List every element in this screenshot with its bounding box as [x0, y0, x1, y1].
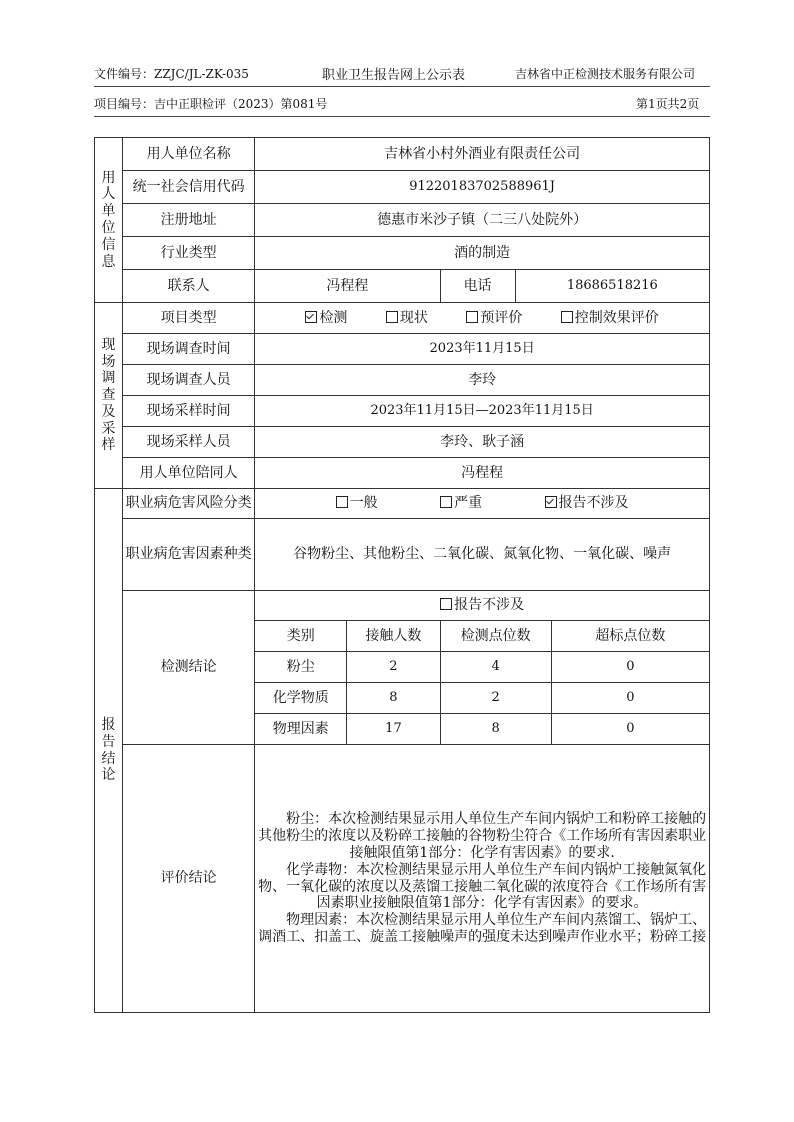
surveyor-label: 现场调查人员	[123, 365, 255, 396]
evaluation-conclusion-label: 评价结论	[123, 745, 255, 1013]
col-header-exceed: 超标点位数	[551, 621, 709, 652]
document-title: 职业卫生报告网上公示表	[322, 68, 466, 83]
survey-time: 2023年11月15日	[255, 334, 710, 365]
cell-exceed: 0	[551, 652, 709, 683]
checkbox-icon	[336, 496, 348, 508]
hazard-factor-label: 职业病危害因素种类	[123, 519, 255, 591]
checked-box-icon	[305, 311, 317, 323]
address: 德惠市米沙子镇（二三八处院外）	[255, 204, 710, 237]
employer-name: 吉林省小村外酒业有限责任公司	[255, 138, 710, 171]
option-status[interactable]: 现状	[386, 310, 428, 327]
cell-exposed: 2	[347, 652, 440, 683]
sampler: 李玲、耿子涵	[255, 427, 710, 458]
cell-exposed: 17	[347, 714, 440, 745]
evaluation-physical: 物理因素：本次检测结果显示用人单位生产车间内蒸馏工、锅炉工、调酒工、扣盖工、旋盖工接触噪声的强度未达到噪声作业水平；粉碎工接	[258, 912, 707, 945]
risk-options	[255, 489, 710, 519]
sampling-time: 2023年11月15日—2023年11月15日	[255, 396, 710, 427]
detection-conclusion-label: 检测结论	[123, 591, 255, 745]
cell-points: 4	[440, 652, 551, 683]
disclosure-table	[94, 137, 710, 1013]
checkbox-icon	[466, 311, 478, 323]
evaluation-dust: 粉尘：本次检测结果显示用人单位生产车间内锅炉工和粉碎工接触的其他粉尘的浓度以及粉碎工接触的谷物粉尘符合《工作场所有害因素职业接触限值第1部分：化学有害因素》的要求.	[258, 811, 707, 861]
credit-code: 91220183702588961J	[255, 171, 710, 204]
section-employer-info: 用人单位信息	[95, 138, 123, 303]
cell-category: 物理因素	[255, 714, 347, 745]
sampler-label: 现场采样人员	[123, 427, 255, 458]
escort: 冯程程	[255, 458, 710, 489]
sampling-time-label: 现场采样时间	[123, 396, 255, 427]
risk-classification-label: 职业病危害风险分类	[123, 489, 255, 519]
section-report-conclusion: 报告结论	[95, 489, 123, 1013]
col-header-exposed: 接触人数	[347, 621, 440, 652]
col-header-points: 检测点位数	[440, 621, 551, 652]
option-detection[interactable]: 检测	[305, 310, 347, 327]
detection-not-applicable[interactable]: 报告不涉及	[255, 591, 710, 621]
evaluation-chemical: 化学毒物：本次检测结果显示用人单位生产车间内锅炉工接触氮氧化物、一氧化碳的浓度以及蒸馏工接触二氧化碳的浓度符合《工作场所有害因素职业接触限值第1部分：化学有害因素》的要求。	[258, 861, 707, 912]
checkbox-icon	[440, 496, 452, 508]
cell-points: 8	[440, 714, 551, 745]
project-number: 项目编号：吉中正职检评（2023）第081号	[94, 97, 328, 111]
option-pre-assessment[interactable]: 预评价	[466, 310, 522, 327]
contact-person: 冯程程	[255, 270, 440, 303]
option-control-effect[interactable]: 控制效果评价	[561, 310, 659, 327]
col-header-category: 类别	[255, 621, 347, 652]
phone-label: 电话	[440, 270, 515, 303]
escort-label: 用人单位陪同人	[123, 458, 255, 489]
surveyor: 李玲	[255, 365, 710, 396]
checkbox-icon	[561, 311, 573, 323]
section-field-survey: 现场调查及采样	[95, 303, 123, 489]
company-name: 吉林省中正检测技术服务有限公司	[515, 67, 696, 81]
file-number: 文件编号：ZZJC/JL-ZK-035	[94, 67, 249, 81]
cell-exposed: 8	[347, 683, 440, 714]
industry: 酒的制造	[255, 237, 710, 270]
phone-number: 18686518216	[515, 270, 709, 303]
project-type-options	[255, 303, 710, 334]
address-label: 注册地址	[123, 204, 255, 237]
contact-label: 联系人	[123, 270, 255, 303]
risk-option-general[interactable]: 一般	[336, 495, 378, 512]
header-rule	[94, 86, 710, 87]
evaluation-text	[255, 745, 710, 1013]
employer-name-label: 用人单位名称	[123, 138, 255, 171]
credit-code-label: 统一社会信用代码	[123, 171, 255, 204]
header-rule-2	[94, 116, 710, 117]
cell-category: 粉尘	[255, 652, 347, 683]
cell-exceed: 0	[551, 714, 709, 745]
cell-exceed: 0	[551, 683, 709, 714]
project-type-label: 项目类型	[123, 303, 255, 334]
industry-label: 行业类型	[123, 237, 255, 270]
risk-option-severe[interactable]: 严重	[440, 495, 482, 512]
checkbox-icon	[440, 598, 452, 610]
cell-points: 2	[440, 683, 551, 714]
page-indicator: 第1页共2页	[636, 97, 700, 111]
hazard-factors: 谷物粉尘、其他粉尘、二氧化碳、氮氧化物、一氧化碳、噪声	[255, 519, 710, 591]
cell-category: 化学物质	[255, 683, 347, 714]
risk-option-not-applicable[interactable]: 报告不涉及	[545, 495, 629, 512]
checkbox-icon	[386, 311, 398, 323]
checked-box-icon	[545, 496, 557, 508]
survey-time-label: 现场调查时间	[123, 334, 255, 365]
